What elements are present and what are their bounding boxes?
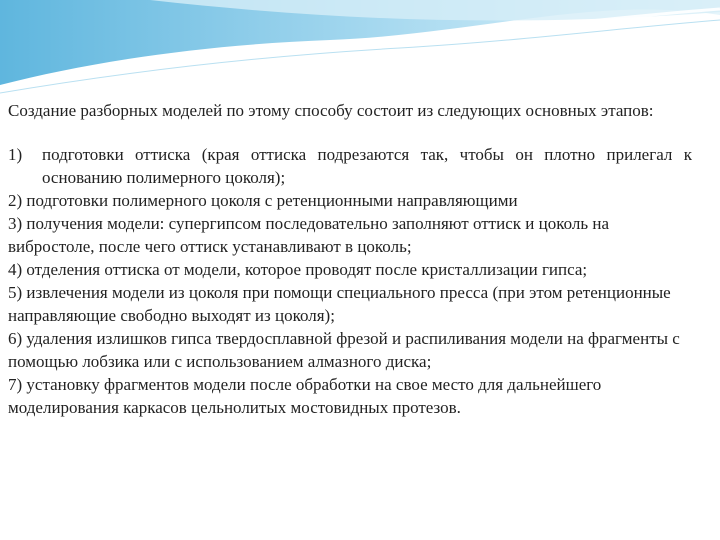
slide-body <box>8 99 692 419</box>
step-2: 2) подготовки полимерного цоколя с ретенционными направляющими <box>8 191 518 210</box>
step-7: 7) установку фрагментов модели после обработки на свое место для дальнейшего моделирования каркасов цельнолитых мостовидных протезов. <box>8 375 602 417</box>
step-3: 3) получения модели: супергипсом последовательно заполняют оттиск и цоколь на вибростоле, после чего оттиск устанавливают в цоколь; <box>8 214 609 256</box>
intro-paragraph: Создание разборных моделей по этому способу состоит из следующих основных этапов: <box>8 101 654 120</box>
header-wave-decoration <box>0 0 720 95</box>
step-4: 4) отделения оттиска от модели, которое проводят после кристаллизации гипса; <box>8 260 588 279</box>
step-1 <box>8 143 692 189</box>
step-1-text: подготовки оттиска (края оттиска подрезаются так, чтобы он плотно прилегал к основанию полимерного цоколя); <box>42 145 692 187</box>
step-5: 5) извлечения модели из цоколя при помощи специального пресса (при этом ретенционные направляющие свободно выходят из цоколя); <box>8 283 671 325</box>
step-6: 6) удаления излишков гипса твердосплавной фрезой и распиливания модели на фрагменты с помощью лобзика или с использованием алмазного диска; <box>8 329 680 371</box>
step-1-number: 1) <box>8 145 23 164</box>
